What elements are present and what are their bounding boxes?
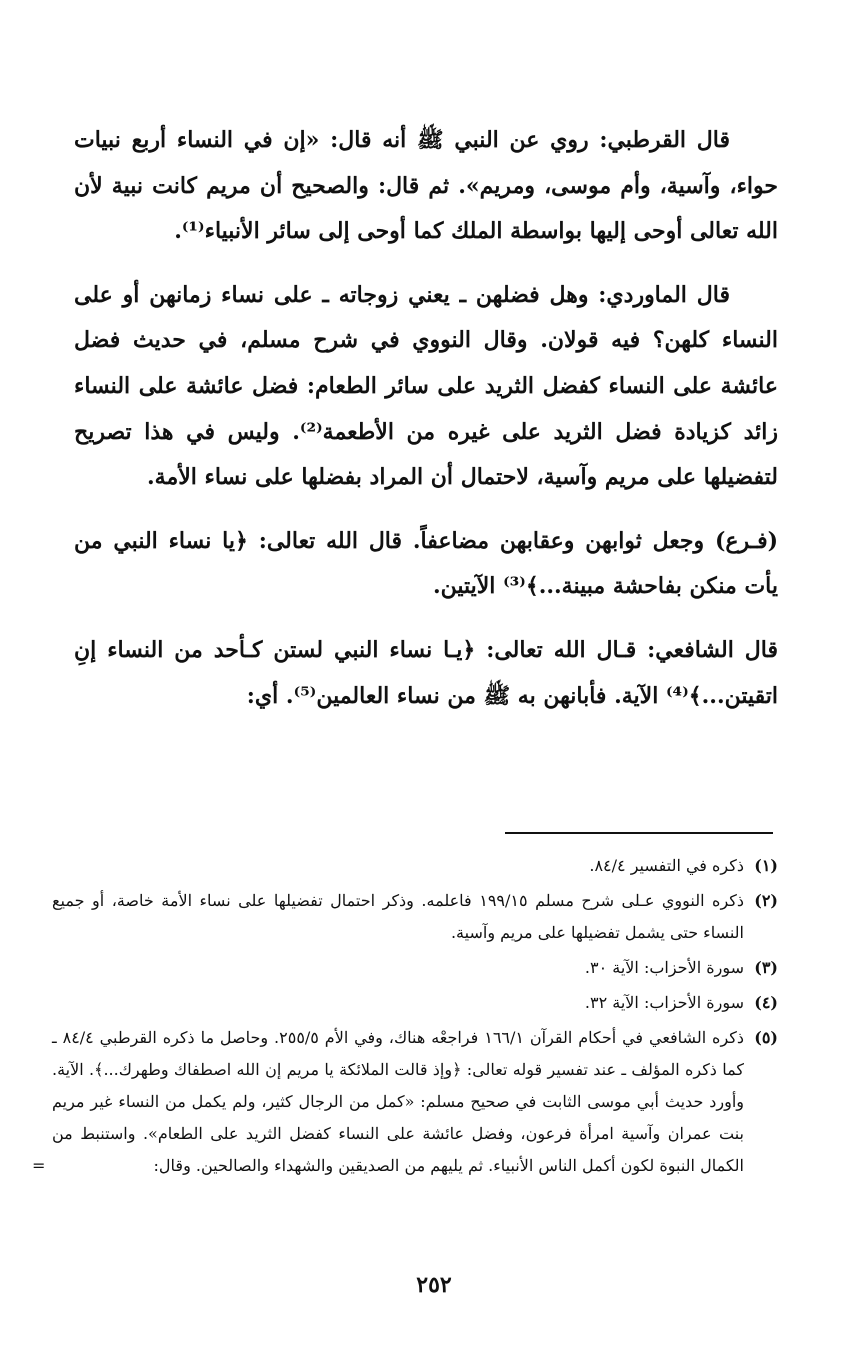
paragraph-far: (فـرع) وجعل ثوابهن وعقابهن مضاعفاً. قال الله تعالى: ﴿يا نساء النبي من يأت منكن بفاحشة مبينة...﴾⁽³⁾ الآيتين. [74,527,778,600]
footnotes [32,850,778,1185]
footnote-separator [505,832,773,834]
paragraph-shafii: قال الشافعي: قـال الله تعالى: ﴿يـا نساء النبي لستن كـأحد من النساء إنِ اتقيتن...﴾⁽⁴⁾ الآية. فأبانهن به ﷺ من نساء العالمين⁽⁵⁾. أي: [74,636,778,709]
footnote-4 [52,987,778,1019]
footnote-5 [32,1022,778,1182]
footnote-number: (٢) [754,891,778,910]
continuation-mark: = [32,1156,46,1175]
footnote-number: (١) [754,856,778,875]
footnote-number: (٥) [754,1028,778,1047]
footnote-text: ذكره الشافعي في أحكام القرآن ١٦٦/١ فراجعْه هناك، وفي الأم ٢٥٥/٥. وحاصل ما ذكره القرطبي ٨٤/٤ ـ كما ذكره المؤلف ـ عند تفسير قوله تعالى: ﴿وإذ قالت الملائكة يا مريم إن الله اصطفاك وطهرك...﴾. الآية. وأورد حديث أبي موسى الثابت في صحيح مسلم: «كمل من الرجال كثير، ولم يكمل من النساء غير مريم بنت عمران وآسية امرأة فرعون، وفضل عائشة على النساء كفضل الثريد على الطعام». واستنبط من الكمال النبوة لكون أكمل الناس الأنبياء. ثم يليهم من الصديقين والشهداء والصالحين. وقال: [52,1028,745,1175]
footnote-text: سورة الأحزاب: الآية ٣٢. [584,993,744,1012]
footnote-text: ذكره في التفسير ٨٤/٤. [589,856,744,875]
footnote-3 [52,952,778,984]
footnote-text: سورة الأحزاب: الآية ٣٠. [584,958,744,977]
paragraph-qurtubi: قال القرطبي: روي عن النبي ﷺ أنه قال: «إن في النساء أربع نبيات حواء، وآسية، وأم موسى، ومريم». ثم قال: والصحيح أن مريم كانت نبية لأن الله تعالى أوحى إليها بواسطة الملك كما أوحى إلى سائر الأنبياء⁽¹⁾. [74,127,778,245]
page-number: ٢٥٢ [416,1272,452,1298]
footnote-number: (٣) [754,958,778,977]
footnote-number: (٤) [754,993,778,1012]
footnote-text: ذكره النووي عـلى شرح مسلم ١٩٩/١٥ فاعلمه. وذكر احتمال تفضيلها على نساء الأمة خاصة، أو جميع النساء حتى يشمل تفضيلها على مريم وآسية. [52,891,745,942]
footnote-2 [52,885,778,949]
footnote-1 [52,850,778,882]
paragraph-mawardi: قال الماوردي: وهل فضلهن ـ يعني زوجاته ـ على نساء زمانهن أو على النساء كلهن؟ فيه قولان. وقال النووي في شرح مسلم، في حديث فضل عائشة على النساء كفضل الثريد على سائر الطعام: فضل عائشة على النساء زائد كزيادة فضل الثريد على غيره من الأطعمة⁽²⁾. وليس في هذا تصريح لتفضيلها على مريم وآسية، لاحتمال أن المراد بفضلها على نساء الأمة. [74,281,778,491]
main-text [74,118,778,737]
